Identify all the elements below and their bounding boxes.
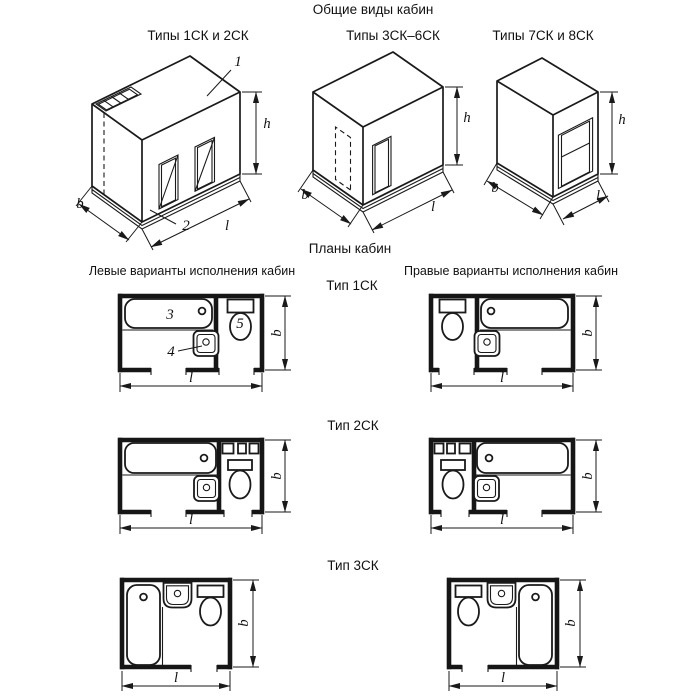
- dim-label-l: l: [499, 512, 505, 528]
- column-title-left-variants: Левые варианты исполнения кабин: [88, 264, 296, 278]
- callout-ceiling-panel: 1: [234, 54, 242, 70]
- callout-toilet: 5: [236, 316, 244, 332]
- dim-label-b: b: [76, 196, 84, 212]
- dim-label-h: h: [463, 110, 471, 126]
- iso-view-1-label: Типы 1СК и 2СК: [147, 28, 249, 43]
- column-title-right-variants: Правые варианты исполнения кабин: [403, 264, 619, 278]
- dim-label-b: b: [580, 329, 596, 337]
- section-title-plans: Планы кабин: [308, 241, 392, 256]
- callout-floor-panel: 2: [182, 218, 190, 234]
- dim-label-l: l: [188, 512, 194, 528]
- dim-label-b: b: [491, 180, 499, 196]
- plan-type-1-label: Тип 1СК: [326, 278, 378, 293]
- dim-label-l: l: [173, 670, 179, 686]
- iso-view-3-label: Типы 7СК и 8СК: [492, 28, 594, 43]
- dim-label-b: b: [236, 619, 252, 627]
- dim-label-l: l: [499, 370, 505, 386]
- plan-type-3-label: Тип 3СК: [327, 558, 379, 573]
- dim-label-h: h: [263, 116, 271, 132]
- plan-type-2-label: Тип 2СК: [327, 418, 379, 433]
- dim-label-l: l: [188, 370, 194, 386]
- dim-label-b: b: [580, 472, 596, 480]
- dim-label-b: b: [563, 619, 579, 627]
- dim-label-b: b: [269, 329, 285, 337]
- dim-label-l: l: [500, 670, 506, 686]
- section-title-general-views: Общие виды кабин: [312, 2, 434, 17]
- dim-label-l: l: [595, 188, 601, 204]
- callout-bathtub: 3: [166, 307, 174, 323]
- dim-label-b: b: [269, 472, 285, 480]
- iso-view-2-label: Типы 3СК–6СК: [346, 28, 440, 43]
- dim-label-b: b: [301, 187, 309, 203]
- callout-washbasin: 4: [167, 344, 175, 360]
- dim-label-l: l: [430, 199, 436, 215]
- dim-label-l: l: [224, 218, 230, 234]
- dim-label-h: h: [618, 112, 626, 128]
